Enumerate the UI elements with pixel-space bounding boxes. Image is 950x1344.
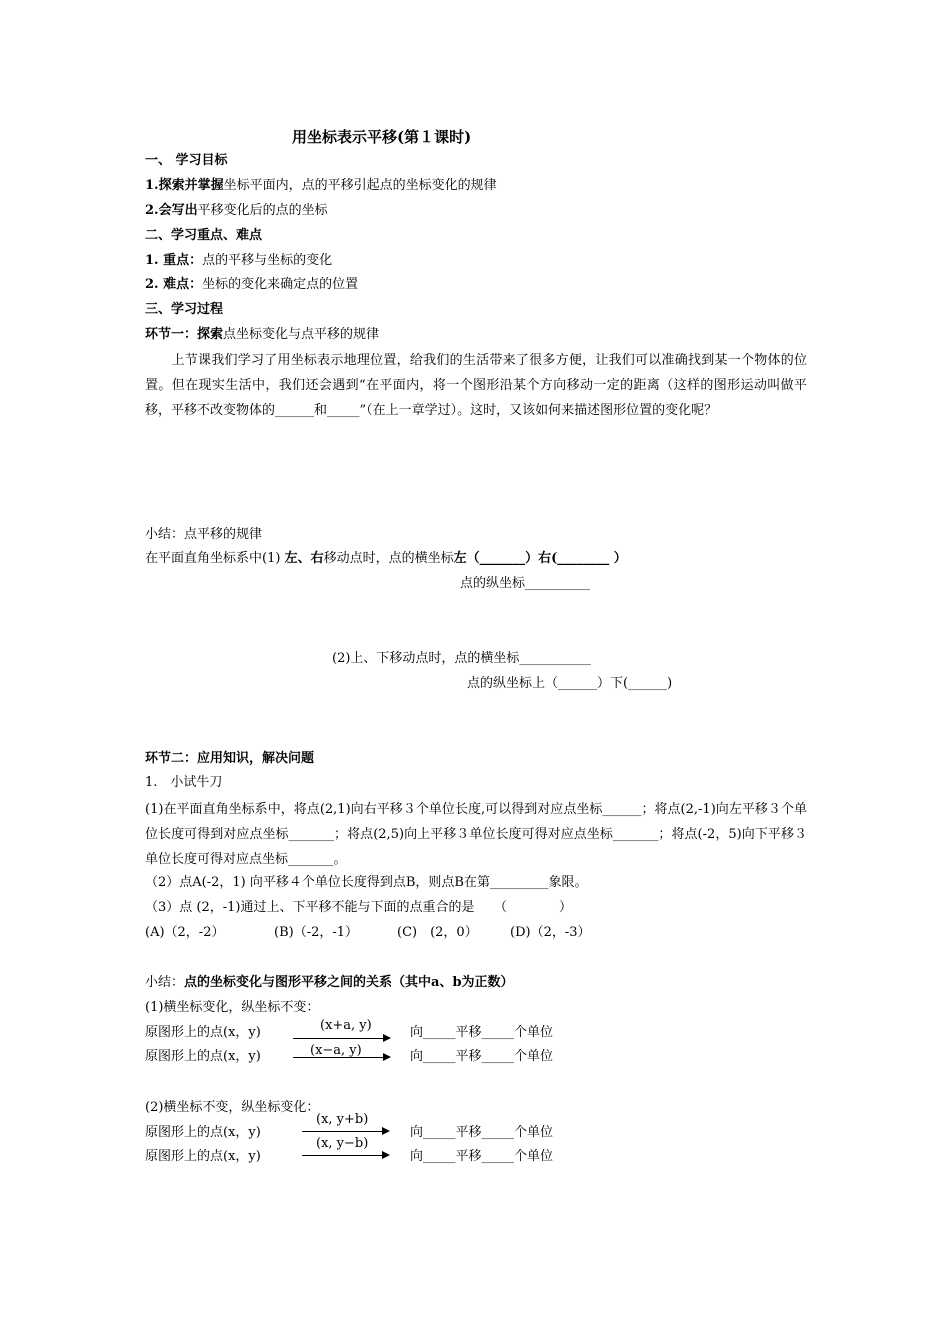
summary-2-label: 小结： (145, 975, 185, 990)
arrow-4 (302, 1155, 388, 1156)
rule-2-x: (2)上、下移动点时，点的横坐标___________ (332, 651, 591, 666)
difficulty-label: 2. 难点： (145, 277, 203, 292)
case-2-row-1-point: 原图形上的点(x，y) (145, 1125, 261, 1140)
mapping-label-2: (x−a, y) (310, 1043, 362, 1058)
step-1-lead: 环节一：探索 (145, 327, 224, 342)
case-2-row-2-point: 原图形上的点(x，y) (145, 1149, 261, 1164)
rule-1-intro: 在平面直角坐标系中(1) (145, 551, 285, 566)
goal-1-text: 坐标平面内，点的平移引起点的坐标变化的规律 (223, 178, 497, 193)
option-a: (A)（2，-2） (145, 925, 225, 940)
key-point-label: 1. 重点： (145, 253, 203, 268)
case-1-row-1-point: 原图形上的点(x，y) (145, 1025, 261, 1040)
section-heading-process: 三、学习过程 (145, 302, 224, 317)
rule-2-y: 点的纵坐标上（______）下(______) (467, 676, 673, 691)
case-1-row-2-direction: 向_____平移_____个单位 (410, 1049, 554, 1064)
question-2: （2）点A(-2，1) 向平移４个单位长度得到点B，则点B在第_________象限。 (145, 875, 588, 890)
difficulty (145, 275, 358, 295)
rule-1-x (145, 549, 627, 569)
goal-1-lead: 1.探索并掌握 (145, 178, 224, 193)
case-1-row-2-point: 原图形上的点(x，y) (145, 1049, 261, 1064)
mapping-label-1: (x+a, y) (320, 1018, 372, 1033)
goal-2-lead: 2.会写出 (145, 203, 198, 218)
rule-1-middle: 移动点时，点的横坐标 (323, 551, 454, 566)
summary-1: 小结：点平移的规律 (145, 527, 263, 542)
mapping-label-4: (x, y−b) (316, 1136, 369, 1151)
summary-2 (145, 973, 514, 993)
goal-2-text: 平移变化后的点的坐标 (197, 203, 328, 218)
intro-paragraph: 上节课我们学习了用坐标表示地理位置，给我们的生活带来了很多方便，让我们可以准确找到某一个物体的位置。但在现实生活中，我们还会遇到“在平面内，将一个图形沿某个方向移动一定的距离（这样的图形运动叫做平移，平移不改变物体的______和_____”（在上一章学过）。这时，又该如何来描述图形位置的变化呢？ (145, 353, 807, 418)
section-heading-key-points: 二、学习重点、难点 (145, 228, 263, 243)
key-point-text: 点的平移与坐标的变化 (202, 253, 333, 268)
mapping-label-3: (x, y+b) (316, 1112, 369, 1127)
case-2-row-2-direction: 向_____平移_____个单位 (410, 1149, 554, 1164)
option-d: (D)（2，-3） (510, 925, 591, 940)
difficulty-text: 坐标的变化来确定点的位置 (202, 277, 359, 292)
page-title: 用坐标表示平移(第１课时) (292, 128, 472, 146)
case-2-title: (2)横坐标不变，纵坐标变化： (145, 1100, 320, 1115)
option-c: (C) (2，0） (397, 925, 478, 940)
case-1-title: (1)横坐标变化，纵坐标不变： (145, 1000, 320, 1015)
rule-1-blanks: 左（_______）右(________ ） (453, 551, 627, 566)
case-2-row-1-direction: 向_____平移_____个单位 (410, 1125, 554, 1140)
arrow-3 (302, 1131, 388, 1132)
step-1-text: 点坐标变化与点平移的规律 (223, 327, 380, 342)
question-1: (1)在平面直角坐标系中，将点(2,1)向右平移３个单位长度,可以得到对应点坐标______；将点(2,-1)向左平移３个单位长度可得到对应点坐标_______；将点(2,5)向上平移３单位长度可得对应点坐标_______；将点(-2，5)向下平移３单位长度可得对应点坐标_______。 (145, 802, 807, 867)
case-1-row-1-direction: 向_____平移_____个单位 (410, 1025, 554, 1040)
arrow-1 (293, 1038, 389, 1039)
arrow-2 (293, 1057, 389, 1058)
goal-2 (145, 201, 328, 221)
step-1-heading (145, 325, 379, 345)
rule-1-y: 点的纵坐标__________ (460, 576, 591, 591)
option-b: (B)（-2，-1） (274, 925, 359, 940)
section-heading-goals: 一、 学习目标 (145, 153, 228, 168)
question-3: （3）点 (2，-1)通过上、下平移不能与下面的点重合的是 （ ） (145, 900, 572, 915)
summary-2-text: 点的坐标变化与图形平移之间的关系（其中a、b为正数） (184, 975, 514, 990)
step-2-heading: 环节二：应用知识，解决问题 (145, 751, 315, 766)
goal-1 (145, 176, 497, 196)
rule-1-direction: 左、右 (284, 551, 324, 566)
exercise-title: 1. 小试牛刀 (145, 775, 223, 790)
key-point (145, 251, 332, 271)
